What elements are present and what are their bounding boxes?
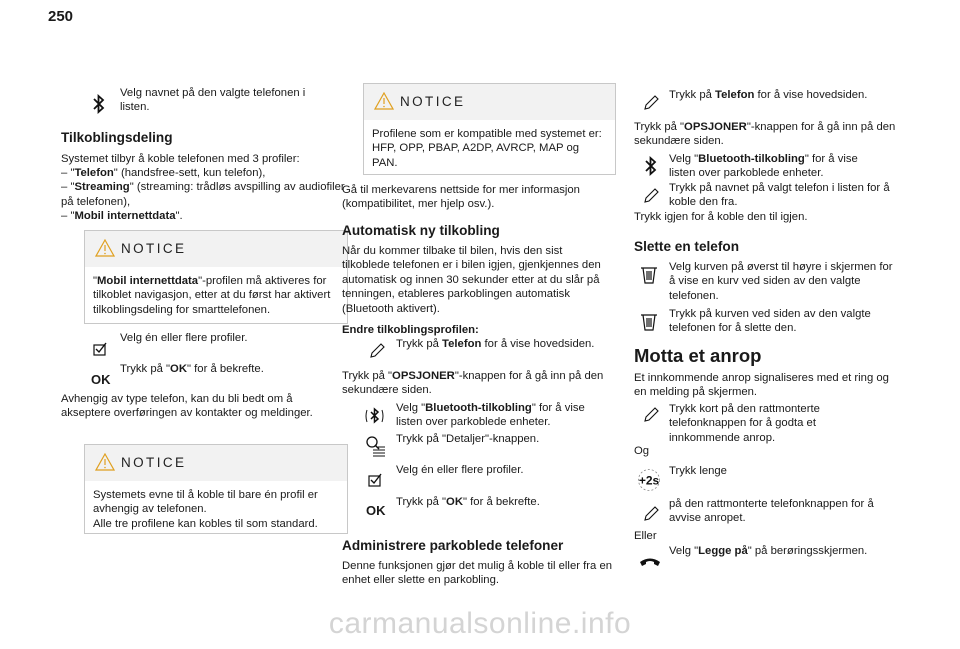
step-press-opsjoner: Trykk på "OPSJONER"-knappen for å gå inn på den sekundære siden. (342, 370, 604, 397)
step-confirm-ok: Trykk på "OK" for å bekrefte. (396, 496, 540, 508)
pen-icon (640, 185, 662, 207)
ok-icon: OK (91, 372, 111, 387)
notice-title: NOTICE (400, 94, 466, 109)
svg-text:+2s: +2s (638, 473, 660, 488)
pen-icon (366, 340, 388, 362)
delete-step-2: Trykk på kurven ved siden av den valgte telefonen for å slette den. (669, 308, 871, 335)
long-press-icon (634, 469, 664, 491)
watermark: carmanualsonline.info (328, 607, 632, 640)
eller-text: Eller (634, 530, 657, 542)
step-select-profiles: Velg én eller flere profiler. (120, 332, 248, 344)
notice-header (364, 84, 615, 120)
short-press-text: Trykk kort på den rattmonterte telefonknappen for å godta et innkommende anrop. (669, 403, 820, 444)
bluetooth-icon (640, 155, 662, 177)
warning-icon (95, 453, 115, 471)
trash-icon (638, 311, 660, 333)
bluetooth-icon (88, 93, 110, 115)
profile-item: – "Telefon" (handsfree-sett, kun telefon), (61, 167, 266, 179)
details-list-icon (364, 435, 386, 457)
step-select-profiles: Velg én eller flere profiler. (396, 464, 524, 476)
notice-title: NOTICE (121, 455, 187, 470)
long-press-text: Trykk lenge (669, 465, 727, 477)
notice-header (85, 231, 347, 267)
checkbox-edit-icon (364, 469, 386, 491)
profile-item: – "Mobil internettdata". (61, 210, 183, 223)
step-press-telefon: Trykk på Telefon for å vise hovedsiden. (669, 89, 868, 101)
page-number: 250 (48, 8, 74, 25)
reject-text: på den rattmonterte telefonknappen for å avvise anropet. (669, 498, 874, 525)
pen-icon (640, 92, 662, 114)
delete-step-1: Velg kurven på øverst til høyre i skjermen for å vise en kurv ved siden av den valgte telefonen. (669, 261, 893, 302)
og-text: Og (634, 445, 650, 457)
step-press-again: Trykk igjen for å koble den til igjen. (634, 211, 808, 223)
heading-administrere: Administrere parkoblede telefoner (342, 538, 564, 553)
edit-profile-heading: Endre tilkoblingsprofilen: (342, 324, 479, 336)
heading-motta-anrop: Motta et anrop (634, 345, 762, 366)
notice-box (363, 83, 616, 175)
notice-box (84, 230, 348, 324)
heading-slette: Slette en telefon (634, 239, 739, 254)
bluetooth-icon (364, 405, 386, 427)
pen-icon (640, 503, 662, 525)
warning-icon (95, 239, 115, 257)
notice-box (84, 444, 348, 534)
notice-header (85, 445, 347, 481)
step-press-telefon: Trykk på Telefon for å vise hovedsiden. (396, 338, 595, 350)
step-press-detaljer: Trykk på "Detaljer"-knappen. (396, 433, 540, 445)
ok-icon: OK (366, 503, 386, 518)
step-select-bluetooth: Velg "Bluetooth-tilkobling" for å vise listen over parkoblede enheter. (396, 402, 585, 429)
profile-item: – "Streaming" (streaming: trådløs avspilling av audiofiler på telefonen), (61, 181, 345, 208)
notice-text: "Mobil internettdata"-profilen må aktiveres for tilkoblet navigasjon, etter at du først har aktivert tilkoblingsdeling for smarttelefonen. (93, 275, 331, 316)
paragraph-admin: Denne funksjonen gjør det mulig å koble til eller fra en enhet eller slette en parkobling. (342, 560, 613, 587)
heading-tilkoblingsdeling: Tilkoblingsdeling (61, 130, 173, 145)
notice-text: Profilene som er kompatible med systemet er: HFP, OPP, PBAP, A2DP, AVRCP, MAP og PAN. (372, 128, 602, 169)
paragraph-incoming: Et innkommende anrop signaliseres med et ring og en melding på skjermen. (634, 372, 889, 399)
step-select-phone-name: Velg navnet på den valgte telefonen i listen. (120, 87, 306, 114)
step-press-phone-name: Trykk på navnet på valgt telefon i listen for å koble den fra. (669, 182, 890, 209)
profiles-intro: Systemet tilbyr å koble telefonen med 3 profiler: (61, 153, 300, 165)
paragraph-website: Gå til merkevarens nettside for mer informasjon (kompatibilitet, mer hjelp osv.). (342, 184, 580, 211)
notice-text: Systemets evne til å koble til bare én profil er avhengig av telefonen. Alle tre profilene kan kobles til som standard. (93, 489, 318, 530)
paragraph-contacts: Avhengig av type telefon, kan du bli bedt om å akseptere overføringen av kontakter og meldinger. (61, 393, 313, 420)
hang-up-text: Velg "Legge på" på berøringsskjermen. (669, 545, 868, 557)
notice-title: NOTICE (121, 241, 187, 256)
pen-icon (640, 404, 662, 426)
step-select-bluetooth: Velg "Bluetooth-tilkobling" for å vise listen over parkoblede enheter. (669, 153, 858, 180)
warning-icon (374, 92, 394, 110)
paragraph-auto-connect: Når du kommer tilbake til bilen, hvis den sist tilkoblede telefonen er i bilen igjen, gjenkjennes den automatisk og innen 30 sekunder etter at du slår på tenningen, etableres parkoblingen automatisk (Bluetooth aktivert). (342, 245, 601, 315)
step-press-opsjoner: Trykk på "OPSJONER"-knappen for å gå inn på den sekundære siden. (634, 121, 896, 148)
step-confirm-ok: Trykk på "OK" for å bekrefte. (120, 363, 264, 375)
trash-icon (638, 264, 660, 286)
checkbox-edit-icon (89, 338, 111, 360)
profiles-list (61, 166, 346, 224)
heading-automatisk: Automatisk ny tilkobling (342, 223, 500, 238)
hang-up-icon (638, 551, 662, 573)
